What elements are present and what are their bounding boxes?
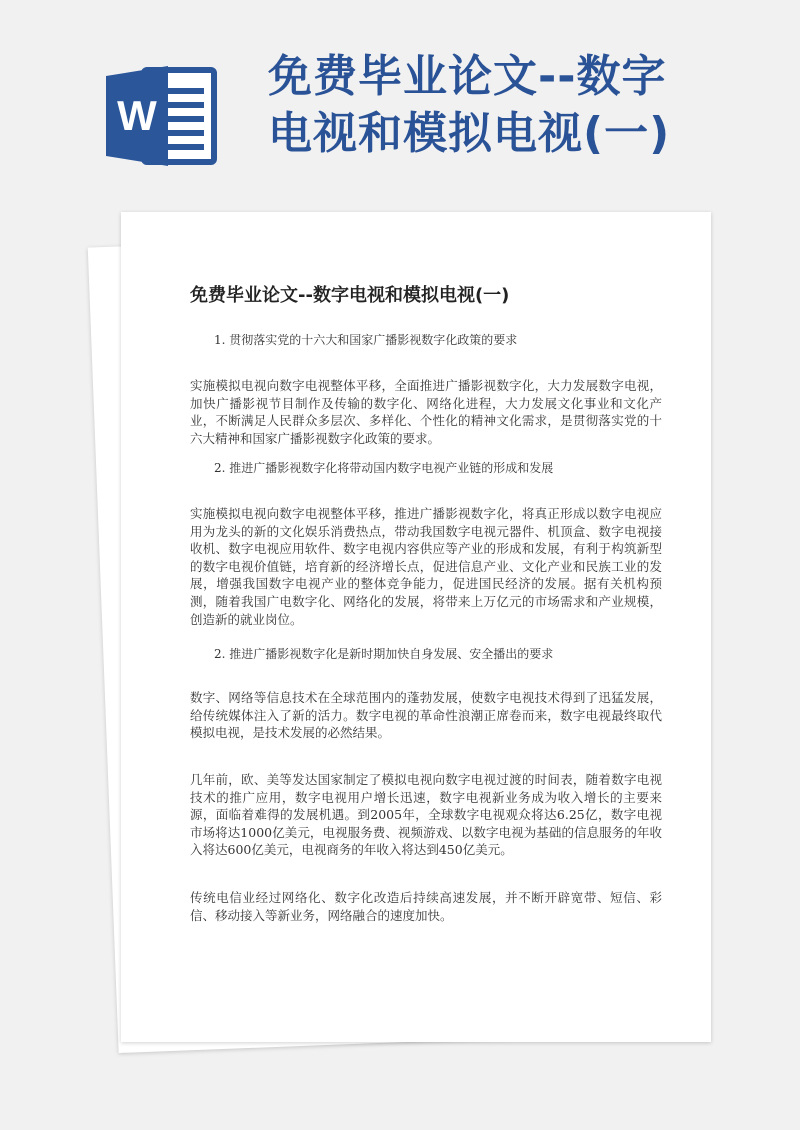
header-title bbox=[268, 48, 788, 162]
paragraph: 传统电信业经过网络化、数字化改造后持续高速发展，并不断开辟宽带、短信、彩信、移动接入等新业务，网络融合的速度加快。 bbox=[190, 890, 662, 923]
header-title-line1: 免费毕业论文--数字 bbox=[268, 51, 667, 102]
section-heading-3: 2. 推进广播影视数字化是新时期加快自身发展、安全播出的要求 bbox=[214, 647, 554, 661]
section-heading-2: 2. 推进广播影视数字化将带动国内数字电视产业链的形成和发展 bbox=[214, 461, 554, 475]
svg-text:W: W bbox=[117, 92, 157, 139]
document-title: 免费毕业论文--数字电视和模拟电视(一) bbox=[190, 285, 510, 306]
paragraph: 几年前，欧、美等发达国家制定了模拟电视向数字电视过渡的时间表，随着数字电视技术的推广应用，数字电视用户增长迅速，数字电视新业务成为收入增长的主要来源，面临着难得的发展机遇。到2005年，全球数字电视观众将达6.25亿，数字电视市场将达1000亿美元，电视服务费、视频游戏、以数字电视为基础的信息服务的年收入将达600亿美元，电视商务的年收入将达到450亿美元。 bbox=[190, 772, 662, 858]
paragraph: 实施模拟电视向数字电视整体平移，全面推进广播影视数字化，大力发展数字电视，加快广播影视节目制作及传输的数字化、网络化进程，大力发展文化事业和文化产业，不断满足人民群众多层次、多样化、个性化的精神文化需求，是贯彻落实党的十六大精神和国家广播影视数字化政策的要求。 bbox=[190, 378, 662, 446]
word-icon bbox=[106, 66, 218, 166]
header-title-line2: 电视和模拟电视(一) bbox=[268, 108, 671, 159]
section-heading-1: 1. 贯彻落实党的十六大和国家广播影视数字化政策的要求 bbox=[214, 333, 518, 347]
paragraph: 数字、网络等信息技术在全球范围内的蓬勃发展，使数字电视技术得到了迅猛发展，给传统媒体注入了新的活力。数字电视的革命性浪潮正席卷而来，数字电视最终取代模拟电视，是技术发展的必然结果。 bbox=[190, 690, 662, 741]
paragraph: 实施模拟电视向数字电视整体平移，推进广播影视数字化，将真正形成以数字电视应用为龙头的新的文化娱乐消费热点，带动我国数字电视元器件、机顶盒、数字电视接收机、数字电视应用软件、数字电视内容供应等产业的形成和发展，有利于构筑新型的数字电视价值链，培育新的经济增长点，促进信息产业、文化产业和民族工业的发展，增强我国数字电视产业的整体竞争能力，促进国民经济的发展。据有关机构预测，随着我国广电数字化、网络化的发展，将带来上万亿元的市场需求和产业规模，创造新的就业岗位。 bbox=[190, 506, 662, 627]
